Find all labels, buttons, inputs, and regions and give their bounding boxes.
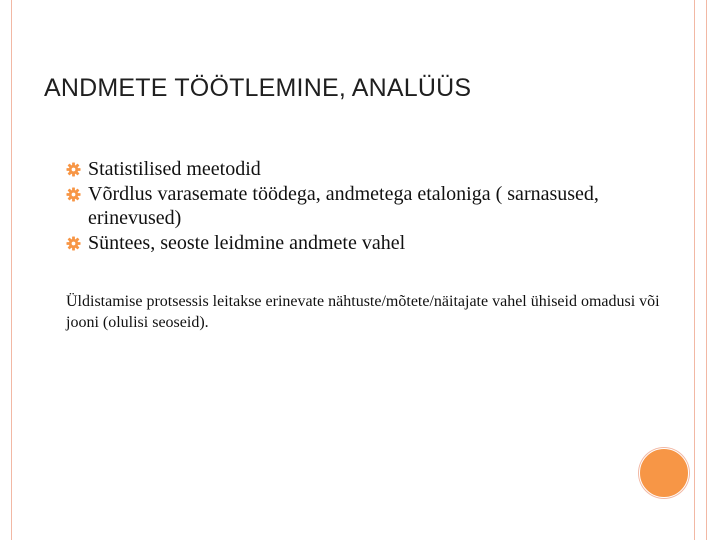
bullet-list — [66, 157, 626, 256]
summary-paragraph: Üldistamise protsessis leitakse erinevate nähtuste/mõtete/näitajate vahel ühiseid omadusi või jooni (olulisi seoseid). — [66, 293, 660, 331]
bullet-item — [66, 231, 626, 255]
frame-line-right-outer — [706, 0, 707, 540]
gear-icon — [66, 236, 81, 251]
slide-title: ANDMETE TÖÖTLEMINE, ANALÜÜS — [44, 74, 472, 102]
bullet-text: Statistilised meetodid — [88, 158, 261, 180]
bullet-text: Võrdlus varasemate töödega, andmetega etaloniga ( sarnasused, erinevused) — [88, 183, 599, 229]
decorative-circle — [639, 448, 689, 498]
bullet-item — [66, 157, 626, 181]
bullet-item — [66, 182, 626, 230]
bullet-text: Süntees, seoste leidmine andmete vahel — [88, 232, 406, 254]
gear-icon — [66, 187, 81, 202]
gear-icon — [66, 162, 81, 177]
frame-line-right-inner — [694, 0, 695, 540]
frame-line-left — [11, 0, 12, 540]
